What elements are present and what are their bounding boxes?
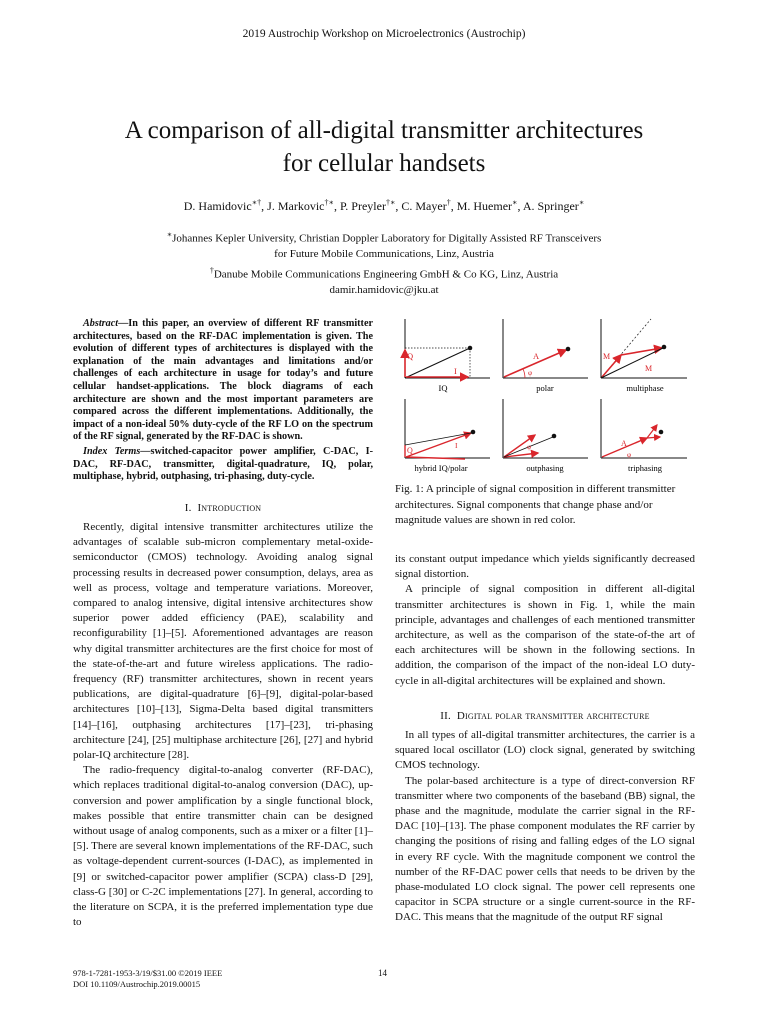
panel-label: IQ <box>438 383 448 393</box>
conference-header: 2019 Austrochip Workshop on Microelectronics (Austrochip) <box>242 28 526 40</box>
polar-phi-label: φ <box>528 369 533 377</box>
author-mark: † <box>446 198 451 207</box>
introduction-body <box>73 520 373 930</box>
author: J. Markovic <box>267 199 325 213</box>
author: A. Springer <box>522 199 579 213</box>
triphasing-phi-label: φ <box>627 451 632 459</box>
figure-1 <box>395 313 695 473</box>
section-title: Introduction <box>197 502 262 514</box>
affil-mark: † <box>209 265 214 275</box>
paragraph: its constant output impedance which yields significantly decreased signal distortion. <box>395 553 695 581</box>
index-terms-text: —switched-capacitor power amplifier, C-DAC, I-DAC, RF-DAC, transmitter, digital-quadrature, IQ, polar, multiphase, hybrid, outphasing, tri-phasing, duty-cycle. <box>73 445 373 483</box>
author-mark: ∗† <box>251 198 262 207</box>
title-line-2: for cellular handsets <box>282 150 486 177</box>
paragraph: Recently, digital intensive transmitter architectures utilize the advantages of scalable sub-micron complementary metal-oxide-semiconductor (CMOS) technology. Avoiding analog signal processing results in decreased power consumption, delays, area as well as process, voltage and temperature variations. Moreover, compared to analog intensive, digital intensive architectures show superior power added efficiency (PAE), scalability and reconfigurability [1]–[5]. Aforementioned advantages are reason why digital transmitter architectures are the first choice for most of the state-of-the-art and future wireless applications. The radio-frequency (RF) transmitter architectures, shown in recent years publications, are digital-quadrature [6]–[9], digital-polar-based architectures [10]–[13], Sigma-Delta based digital transmitters [14]–[16], outphasing architectures [17]–[23], tri-phasing architecture [24], [25] multiphase architecture [26], [27] and hybrid polar-IQ architecture [28]. <box>73 521 373 762</box>
panel-hybrid <box>405 399 490 473</box>
author: P. Preyler <box>339 199 386 213</box>
email: damir.hamidovic@jku.at <box>329 283 439 296</box>
iq-q-label: Q <box>407 351 414 361</box>
section-number: I. <box>184 502 192 514</box>
hybrid-q-label: Q <box>407 446 413 455</box>
hybrid-i-label: I <box>455 441 458 450</box>
section-title: Digital polar transmitter architecture <box>456 710 650 722</box>
polar-section-body <box>395 728 695 926</box>
author-mark: †∗ <box>324 198 334 207</box>
triphasing-a-label: A <box>621 439 627 448</box>
section-number: II. <box>440 710 451 722</box>
panel-label: multiphase <box>626 383 664 393</box>
paper-title <box>40 114 728 180</box>
author: D. Hamidovic <box>183 199 252 213</box>
paragraph: A principle of signal composition in different all-digital transmitter architectures is shown in Fig. 1, while the main principle, advantages and challenges of each mentioned transmitter architecture, as well as the comparison of the state-of-the art of each architectures will be shown in the following sections. In addition, the comparison of the impact of the non-ideal LO duty-cycle in all-digital architectures will be explained and shown. <box>395 583 695 687</box>
multiphase-m1-label: M <box>603 352 611 361</box>
paragraph: The radio-frequency digital-to-analog converter (RF-DAC), which replaces traditional digital-to-analog conversion (DAC), up-conversion and power amplification by a single functional block, makes possible that entire transmitter chain can be designed without usage of analog components, such as a mixer or a filter [1]–[5]. There are several known implementations of the RF-DAC, such as voltage-dependent current-sources (I-DAC), as implemented in [9] or switched-capacitor power amplifier (SCPA) class-D [29], class-G [30] or C-2C implementations [27]. In general, according to the literature on SCPA, it is the preferred implementation type due to <box>73 764 373 929</box>
right-column-body <box>395 552 695 689</box>
author: C. Mayer <box>401 199 447 213</box>
title-line-1: A comparison of all-digital transmitter architectures <box>124 117 644 144</box>
author-mark: ∗ <box>578 198 585 207</box>
affiliation-2 <box>40 263 728 283</box>
panel-iq <box>405 319 490 393</box>
panel-label: hybrid IQ/polar <box>414 463 468 473</box>
author: M. Huemer <box>456 199 513 213</box>
panel-label: triphasing <box>628 463 662 473</box>
panel-label: outphasing <box>526 463 564 473</box>
footer-copyright <box>73 968 222 990</box>
abstract <box>73 318 373 484</box>
paragraph: In all types of all-digital transmitter architectures, the carrier is a squared local oscillator (LO) clock signal, generated by switching CMOS technology. <box>395 729 695 772</box>
section-heading-polar <box>395 709 695 724</box>
affil-mark: ∗ <box>166 230 173 239</box>
multiphase-m2-label: M <box>645 364 653 373</box>
author-mark: †∗ <box>385 198 396 207</box>
section-heading-introduction <box>73 501 373 516</box>
doi: DOI 10.1109/Austrochip.2019.00015 <box>73 979 201 989</box>
panel-outphasing <box>503 399 588 473</box>
affiliations <box>40 227 728 298</box>
outphasing-phi-label: φ <box>527 443 532 451</box>
paragraph: The polar-based architecture is a type of direct-conversion RF transmitter where two components of the baseband (BB) signal, the phase and the magnitude, modulate the carrier signal in the RF-DAC [10]–[13]. The phase component modulates the RF carrier by changing the positions of rising and falling edges of the LO signal in every RF cycle. With the magnitude component we control the number of the RF-DAC power cells that needs to be driven by the phase-modulated LO clock signal. The power cell represents one capacitor in SCPA structure or a single current-source in the RF-DAC. This means that the magnitude of the output RF signal <box>395 774 695 924</box>
affiliation-1b: for Future Mobile Communications, Linz, Austria <box>274 248 494 261</box>
iq-i-label: I <box>454 366 457 376</box>
author-list: D. Hamidovic∗†, J. Markovic†∗, P. Preyler†∗, C. Mayer†, M. Huemer∗, A. Springer∗ <box>183 198 585 213</box>
affiliation-1 <box>40 227 728 247</box>
panel-multiphase <box>601 319 687 393</box>
panel-polar <box>503 319 588 393</box>
abstract-text: —In this paper, an overview of different RF transmitter architectures, based on the RF-DAC implementation is given. The evolution of different types of architectures is displayed with the explanation of the main advantages and limitations and/or challenges of each architecture in usage for today’s and future cellular handset-applications. The block diagrams of each architecture are shown and the most important parameters are compared across the different implementations. Additionally, the impact of a non-ideal 50% duty-cycle of the RF LO on the spectrum of the RF signal, generated by the RF-DAC is shown. <box>73 318 373 443</box>
panel-triphasing <box>601 399 687 473</box>
isbn: 978-1-7281-1953-3/19/$31.00 ©2019 IEEE <box>73 968 223 978</box>
page-number: 14 <box>378 968 387 978</box>
affiliation-line: Johannes Kepler University, Christian Doppler Laboratory for Digitally Assisted RF Transceivers <box>172 232 602 245</box>
abstract-label: Abstract <box>83 318 119 329</box>
author-mark: ∗ <box>512 198 518 207</box>
figure-caption: Fig. 1: A principle of signal composition in different transmitter architectures. Signal components that change phase and/or magnitude values are shown in red color. <box>395 483 676 526</box>
index-terms-label: Index Terms <box>83 445 141 457</box>
affiliation-line: Danube Mobile Communications Engineering GmbH & Co KG, Linz, Austria <box>213 268 559 281</box>
polar-a-label: A <box>533 351 540 361</box>
panel-label: polar <box>536 383 554 393</box>
